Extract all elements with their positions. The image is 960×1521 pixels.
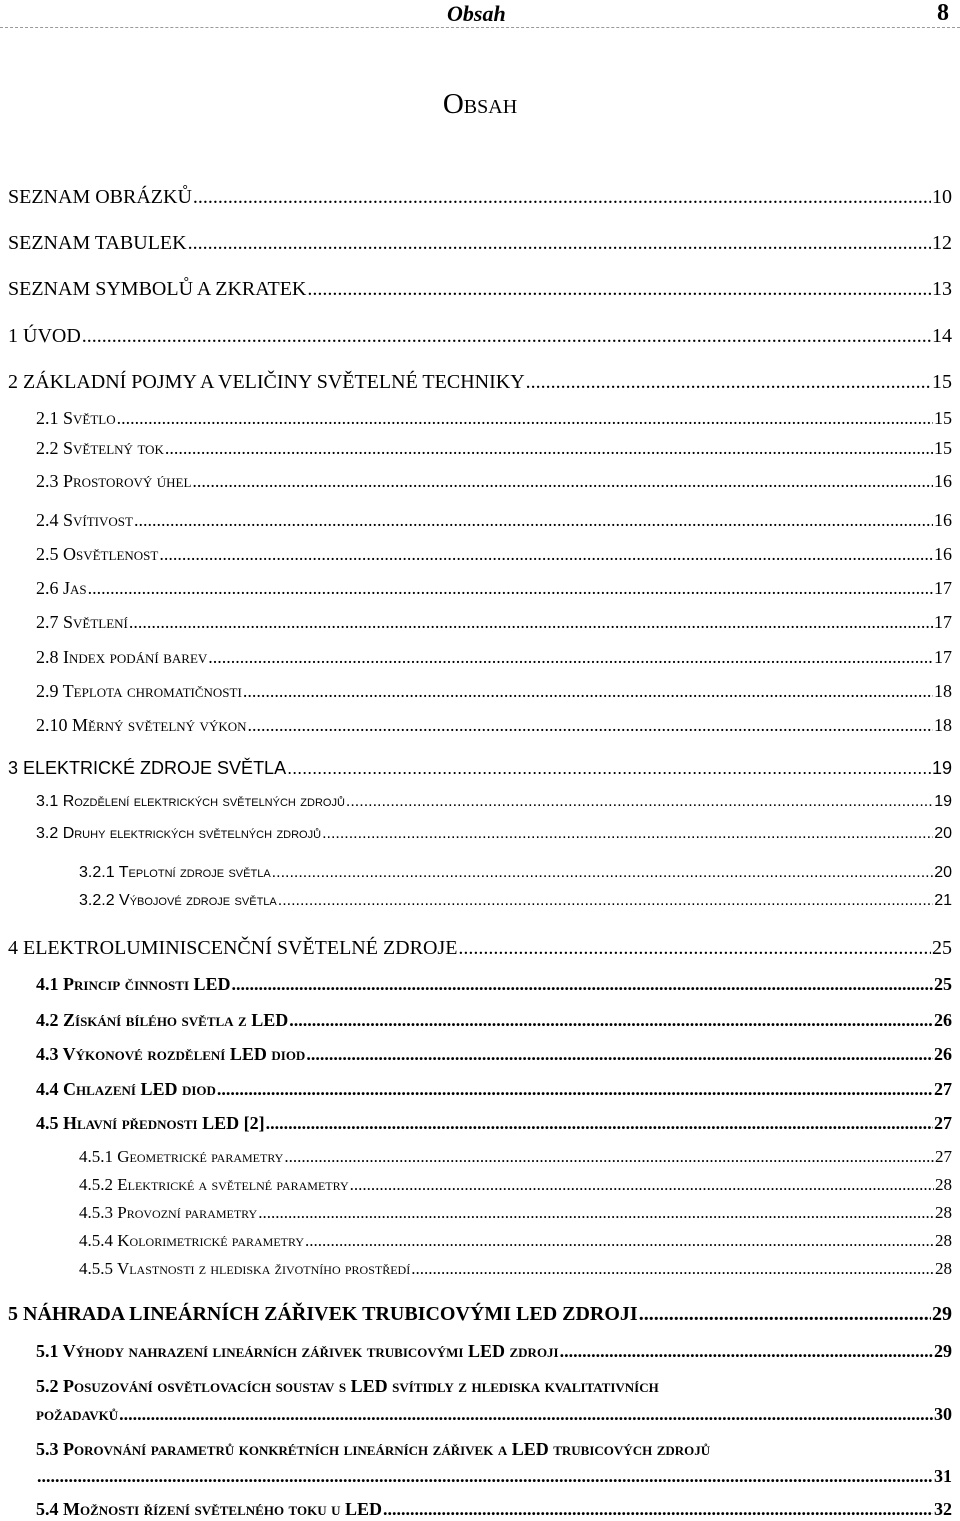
toc-entry-text: 3.1 Rozdělení elektrických světelných zdrojů: [36, 793, 345, 810]
leader-dots: [272, 861, 934, 885]
toc-page-number: 28: [935, 1175, 952, 1194]
running-header: [0, 0, 960, 28]
toc-page-number: 18: [934, 681, 952, 701]
leader-dots: [243, 679, 933, 703]
page-title: Obsah: [442, 88, 518, 120]
toc-entry-text: SEZNAM SYMBOLŮ A ZKRATEK: [8, 278, 307, 300]
toc-entry-4-5-5[interactable]: [79, 1257, 952, 1281]
leader-dots: [192, 469, 933, 493]
leader-dots: [188, 231, 931, 255]
leader-dots: [258, 1201, 934, 1225]
toc-page-number: 31: [934, 1466, 952, 1486]
toc-entry-text: 2.9 Teplota chromatičnosti: [36, 681, 242, 701]
toc-entry-text: 3.2.2 Výbojové zdroje světla: [79, 892, 277, 909]
toc-entry-text: 2.4 Svítivost: [36, 510, 133, 530]
leader-dots: [346, 790, 933, 814]
toc-entry-text: SEZNAM TABULEK: [8, 232, 187, 254]
header-page-number: 8: [937, 0, 949, 26]
toc-entry-seznam-tabulek[interactable]: [8, 231, 952, 255]
toc-page-number: 17: [934, 612, 952, 632]
toc-entry-4-1[interactable]: [36, 972, 952, 996]
toc-entry-4-5-1[interactable]: [79, 1145, 952, 1169]
toc-page-number: 13: [932, 278, 952, 300]
toc-entry-text: 4.4 Chlazení LED diod: [36, 1079, 216, 1099]
toc-page-number: 19: [931, 758, 952, 778]
toc-page-number: 26: [934, 1044, 952, 1064]
toc-entry-4-3[interactable]: [36, 1042, 952, 1066]
toc-page-number: 29: [932, 1303, 952, 1325]
leader-dots: [232, 972, 933, 996]
toc-entry-3-2[interactable]: [36, 822, 952, 846]
toc-page-number: 25: [932, 937, 952, 959]
toc-entry-2-3[interactable]: [36, 469, 952, 493]
toc-entry-text: 1 ÚVOD: [8, 325, 81, 347]
toc-entry-text: 2.8 Index podání barev: [36, 647, 208, 667]
toc-entry-4-5[interactable]: [36, 1111, 952, 1135]
toc-entry-3-2-1[interactable]: [79, 861, 952, 885]
leader-dots: [129, 610, 933, 634]
toc-entry-text: 4.5.4 Kolorimetrické parametry: [79, 1231, 305, 1250]
toc-page-number: 27: [935, 1147, 952, 1166]
toc-entry-text: 4.3 Výkonové rozdělení LED diod: [36, 1044, 306, 1064]
toc-entry-text: 3.2.1 Teplotní zdroje světla: [79, 864, 271, 881]
toc-entry-text: 4.1 Princip činnosti LED: [36, 974, 231, 994]
toc-entry-4-5-4[interactable]: [79, 1229, 952, 1253]
toc-entry-chapter-5[interactable]: [8, 1302, 952, 1326]
toc-entry-text: SEZNAM OBRÁZKŮ: [8, 186, 192, 208]
toc-page-number: 20: [934, 864, 952, 881]
leader-dots: [117, 406, 933, 430]
toc-page-number: 20: [934, 825, 952, 842]
header-title: Obsah: [447, 1, 506, 26]
leader-dots: [278, 889, 933, 913]
leader-dots: [88, 576, 933, 600]
toc-entry-text: požadavků: [36, 1404, 119, 1424]
toc-entry-text: 4.5 Hlavní přednosti LED [2]: [36, 1113, 265, 1133]
toc-entry-text: 3 ELEKTRICKÉ ZDROJE SVĚTLA: [8, 758, 287, 778]
toc-entry-5-2[interactable]: [36, 1402, 952, 1426]
leader-dots: [284, 1145, 934, 1169]
toc-page-number: 29: [934, 1341, 952, 1361]
leader-dots: [193, 185, 931, 209]
toc-entry-3-2-2[interactable]: [79, 889, 952, 913]
leader-dots: [306, 1042, 933, 1066]
toc-entry-5-1[interactable]: [36, 1339, 952, 1363]
toc-entry-seznam-obrazku[interactable]: [8, 185, 952, 209]
toc-entry-4-5-3[interactable]: [79, 1201, 952, 1225]
toc-page-number: 32: [934, 1499, 952, 1519]
toc-page-number: 10: [932, 186, 952, 208]
toc-page-number: 16: [934, 471, 952, 491]
leader-dots: [37, 1464, 933, 1488]
leader-dots: [350, 1173, 934, 1197]
toc-page-number: 16: [934, 544, 952, 564]
toc-entry-text: 5 NÁHRADA LINEÁRNÍCH ZÁŘIVEK TRUBICOVÝMI LED ZDROJI: [8, 1303, 638, 1325]
toc-page-number: 26: [934, 1010, 952, 1030]
toc-page-number: 17: [934, 647, 952, 667]
toc-entry-2-1[interactable]: [36, 406, 952, 430]
toc-page-number: 21: [934, 892, 952, 909]
toc-entry-2-8[interactable]: [36, 645, 952, 669]
toc-entry-2-10[interactable]: [36, 713, 952, 737]
leader-dots: [217, 1077, 933, 1101]
toc-page-number: 25: [934, 974, 952, 994]
toc-entry-2-2[interactable]: [36, 436, 952, 460]
leader-dots: [305, 1229, 934, 1253]
toc-page-number: 19: [934, 793, 952, 810]
toc-entry-2-7[interactable]: [36, 610, 952, 634]
toc-entry-2-4[interactable]: [36, 508, 952, 532]
toc-entry-text: 4.5.3 Provozní parametry: [79, 1203, 258, 1222]
leader-dots: [639, 1302, 931, 1326]
leader-dots: [134, 508, 933, 532]
toc-entry-chapter-4[interactable]: [8, 936, 952, 960]
toc-entry-2-9[interactable]: [36, 679, 952, 703]
toc-entry-text: 2.10 Měrný světelný výkon: [36, 715, 247, 735]
toc-entry-text: 5.4 Možnosti řízení světelného toku u LED: [36, 1499, 382, 1519]
toc-page-number: 17: [934, 578, 952, 598]
leader-dots: [526, 370, 931, 394]
toc-page-number: 12: [932, 232, 952, 254]
toc-page-number: 18: [934, 715, 952, 735]
leader-dots: [411, 1257, 934, 1281]
leader-dots: [159, 542, 933, 566]
toc-entry-chapter-2[interactable]: [8, 370, 952, 394]
toc-entry-uvod[interactable]: [8, 324, 952, 348]
toc-entry-chapter-3[interactable]: [8, 756, 952, 780]
toc-page-number: 30: [934, 1404, 952, 1424]
toc-entry-2-5[interactable]: [36, 542, 952, 566]
leader-dots: [560, 1339, 933, 1363]
toc-page-number: 27: [934, 1113, 952, 1133]
leader-dots: [383, 1497, 933, 1521]
toc-entry-5-3[interactable]: [36, 1464, 952, 1488]
toc-entry-text: 4.5.2 Elektrické a světelné parametry: [79, 1175, 349, 1194]
toc-page-number: 28: [935, 1231, 952, 1250]
toc-page-number: 28: [935, 1259, 952, 1278]
toc-entry-4-4[interactable]: [36, 1077, 952, 1101]
leader-dots: [119, 1402, 933, 1426]
toc-entry-text: 2.6 Jas: [36, 578, 87, 598]
toc-entry-4-2[interactable]: [36, 1008, 952, 1032]
toc-entry-text: 2.3 Prostorový úhel: [36, 471, 192, 491]
toc-page-number: 27: [934, 1079, 952, 1099]
toc-entry-seznam-symbolu[interactable]: [8, 277, 952, 301]
leader-dots: [266, 1111, 933, 1135]
toc-entry-text: 5.1 Výhody nahrazení lineárních zářivek trubicovými LED zdroji: [36, 1341, 559, 1361]
toc-entry-text: 2.5 Osvětlenost: [36, 544, 159, 564]
toc-entry-text: 2.2 Světelný tok: [36, 438, 164, 458]
toc-entry-2-6[interactable]: [36, 576, 952, 600]
leader-dots: [165, 436, 933, 460]
toc-entry-text: 4.5.5 Vlastnosti z hlediska životního prostředí: [79, 1259, 411, 1278]
leader-dots: [458, 936, 931, 960]
toc-page-number: 15: [934, 438, 952, 458]
toc-entry-text: 4.2 Získání bílého světla z LED: [36, 1010, 289, 1030]
toc-page-number: 15: [934, 408, 952, 428]
toc-page-number: 28: [935, 1203, 952, 1222]
toc-page-number: 16: [934, 510, 952, 530]
leader-dots: [248, 713, 934, 737]
toc-page-number: 15: [932, 371, 952, 393]
toc-entry-3-1[interactable]: [36, 790, 952, 814]
leader-dots: [322, 822, 933, 846]
toc-entry-text: 2 ZÁKLADNÍ POJMY A VELIČINY SVĚTELNÉ TECHNIKY: [8, 371, 525, 393]
leader-dots: [289, 1008, 933, 1032]
toc-entry-text: 2.7 Světlení: [36, 612, 128, 632]
leader-dots: [208, 645, 933, 669]
toc-entry-text: 4.5.1 Geometrické parametry: [79, 1147, 284, 1166]
toc-entry-text: 4 ELEKTROLUMINISCENČNÍ SVĚTELNÉ ZDROJE: [8, 937, 458, 959]
leader-dots: [287, 756, 931, 780]
leader-dots: [82, 324, 931, 348]
toc-page-number: 14: [932, 325, 952, 347]
toc-entry-5-3-first-line[interactable]: 5.3 Porovnání parametrů konkrétních lineárních zářivek a LED trubicových zdrojů: [36, 1439, 711, 1459]
toc-entry-5-2-first-line[interactable]: 5.2 Posuzování osvětlovacích soustav s LED svítidly z hlediska kvalitativních: [36, 1376, 659, 1396]
toc-entry-text: 3.2 Druhy elektrických světelných zdrojů: [36, 825, 322, 842]
toc-entry-text: 2.1 Světlo: [36, 408, 116, 428]
toc-entry-4-5-2[interactable]: [79, 1173, 952, 1197]
leader-dots: [307, 277, 931, 301]
toc-entry-5-4[interactable]: [36, 1497, 952, 1521]
